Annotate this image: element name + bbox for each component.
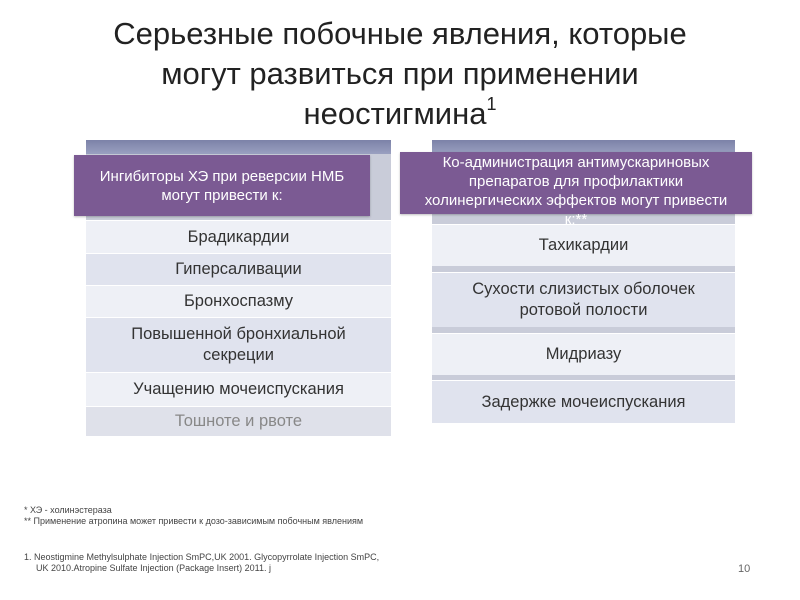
- title-line-3: [40, 94, 760, 134]
- left-item-2: Гиперсаливации: [86, 253, 391, 285]
- right-item-2: Сухости слизистых оболочек ротовой полости: [432, 272, 735, 327]
- title-line-2: могут развиться при применении: [161, 56, 639, 91]
- left-item-6: Тошноте и рвоте: [86, 406, 391, 436]
- footnotes: [24, 505, 624, 527]
- right-item-4: Задержке мочеиспускания: [432, 380, 735, 423]
- left-item-4: Повышенной бронхиальной секреции: [86, 317, 391, 372]
- footnote-1: * ХЭ - холинэстераза: [24, 505, 112, 515]
- right-header: [400, 152, 752, 228]
- references: [24, 552, 624, 574]
- right-header-text: Ко-администрация антимускариновых препаратов для профилактики холинергических эффектов могут привести к:**: [424, 154, 728, 228]
- footnote-2: ** Применение атропина может привести к дозо-зависимым побочным явлениям: [24, 516, 364, 526]
- reference-line-1: 1. Neostigmine Methylsulphate Injection SmPC,UK 2001. Glycopyrrolate Injection SmPC,: [24, 552, 380, 562]
- title-footnote-ref: 1: [486, 94, 497, 114]
- right-item-3: Мидриазу: [432, 333, 735, 375]
- title-line-1: Серьезные побочные явления, которые: [113, 16, 687, 51]
- reference-line-2: UK 2010.Atropine Sulfate Injection (Package Insert) 2011. j: [36, 563, 271, 573]
- left-item-5: Учащению мочеиспускания: [86, 372, 391, 406]
- left-panel-top-bar: [86, 140, 391, 154]
- left-item-3: Бронхоспазму: [86, 285, 391, 317]
- left-item-1: Брадикардии: [86, 220, 391, 253]
- page-number: 10: [738, 563, 751, 575]
- title-line-3-text: неостигмина: [303, 96, 487, 131]
- right-item-1: Тахикардии: [432, 224, 735, 266]
- slide-title: [40, 14, 760, 134]
- left-header: Ингибиторы ХЭ при реверсии НМБ могут привести к:: [74, 155, 370, 216]
